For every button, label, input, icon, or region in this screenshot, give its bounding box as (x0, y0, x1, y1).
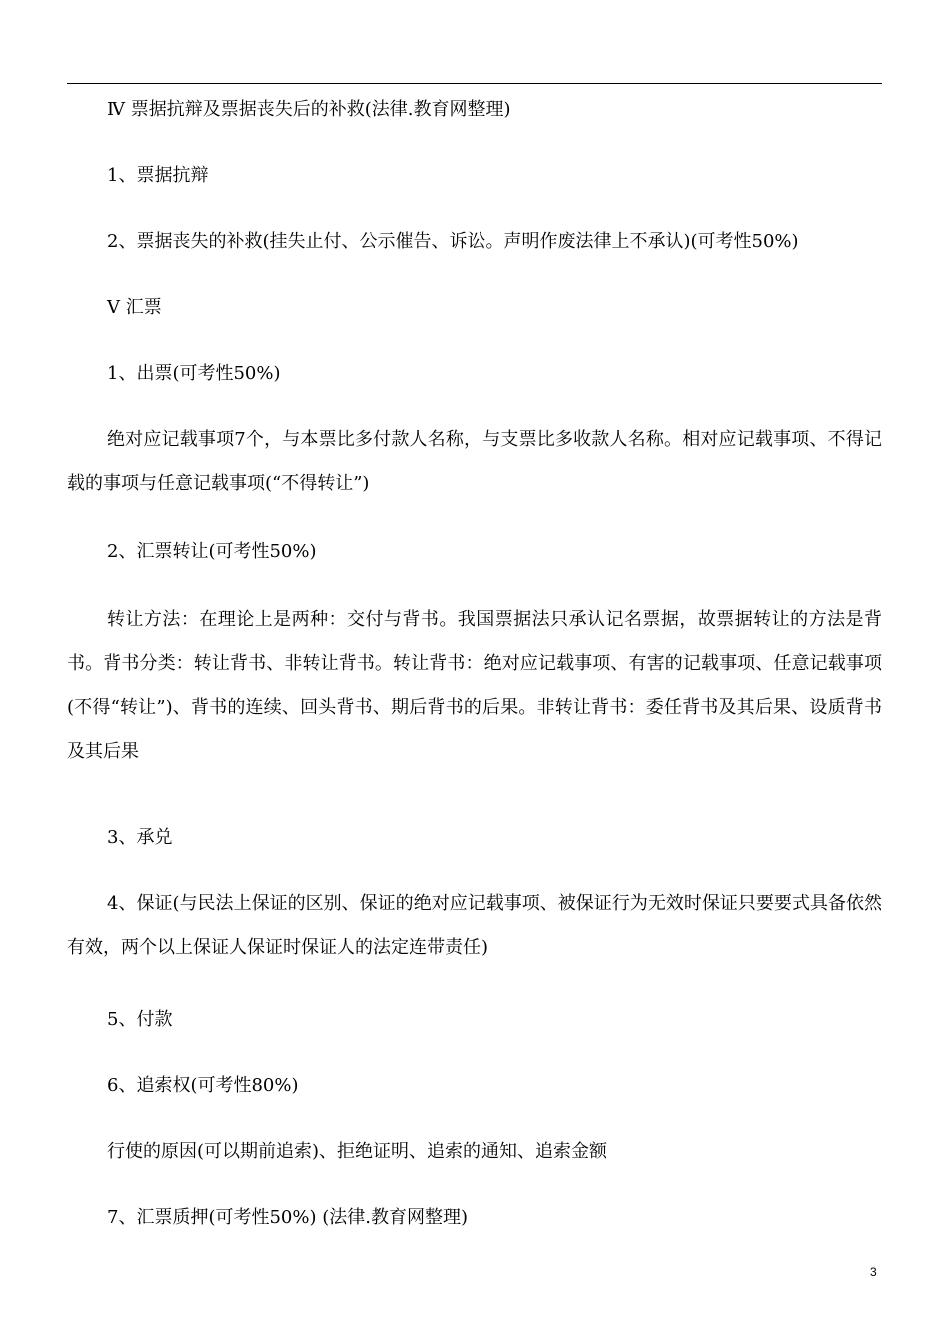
section-heading-iv: Ⅳ 票据抗辩及票据丧失后的补救(法律.教育网整理) (107, 99, 511, 120)
paragraph-transfer-details: 转让方法：在理论上是两种：交付与背书。我国票据法只承认记名票据，故票据转让的方法是背书。背书分类：转让背书、非转让背书。转让背书：绝对应记载事项、有害的记载事项、任意记载事项(不得“转让”)、背书的连续、回头背书、期后背书的后果。非转让背书：委任背书及其后果、设质背书及其后果 (67, 609, 882, 762)
item-bill-defense: 1、票据抗辩 (107, 165, 209, 186)
page-number: 3 (870, 1265, 877, 1279)
item-pledge: 7、汇票质押(可考性50%) (法律.教育网整理) (107, 1207, 468, 1228)
item-payment: 5、付款 (107, 1009, 173, 1030)
paragraph-issuance-details: 绝对应记载事项7个，与本票比多付款人名称，与支票比多收款人名称。相对应记载事项、不得记载的事项与任意记载事项(“不得转让”) (67, 429, 882, 494)
item-recourse: 6、追索权(可考性80%) (107, 1075, 299, 1096)
item-bill-loss-remedy: 2、票据丧失的补救(挂失止付、公示催告、诉讼。声明作废法律上不承认)(可考性50%) (107, 231, 799, 252)
header-rule (67, 83, 882, 84)
item-transfer: 2、汇票转让(可考性50%) (107, 541, 317, 562)
item-guarantee: 4、保证(与民法上保证的区别、保证的绝对应记载事项、被保证行为无效时保证只要要式具备依然有效，两个以上保证人保证时保证人的法定连带责任) (67, 893, 882, 958)
item-acceptance: 3、承兑 (107, 827, 173, 848)
item-issuance: 1、出票(可考性50%) (107, 363, 281, 384)
paragraph-recourse-details: 行使的原因(可以期前追索)、拒绝证明、追索的通知、追索金额 (107, 1141, 608, 1162)
section-heading-v: Ⅴ 汇票 (107, 297, 162, 318)
